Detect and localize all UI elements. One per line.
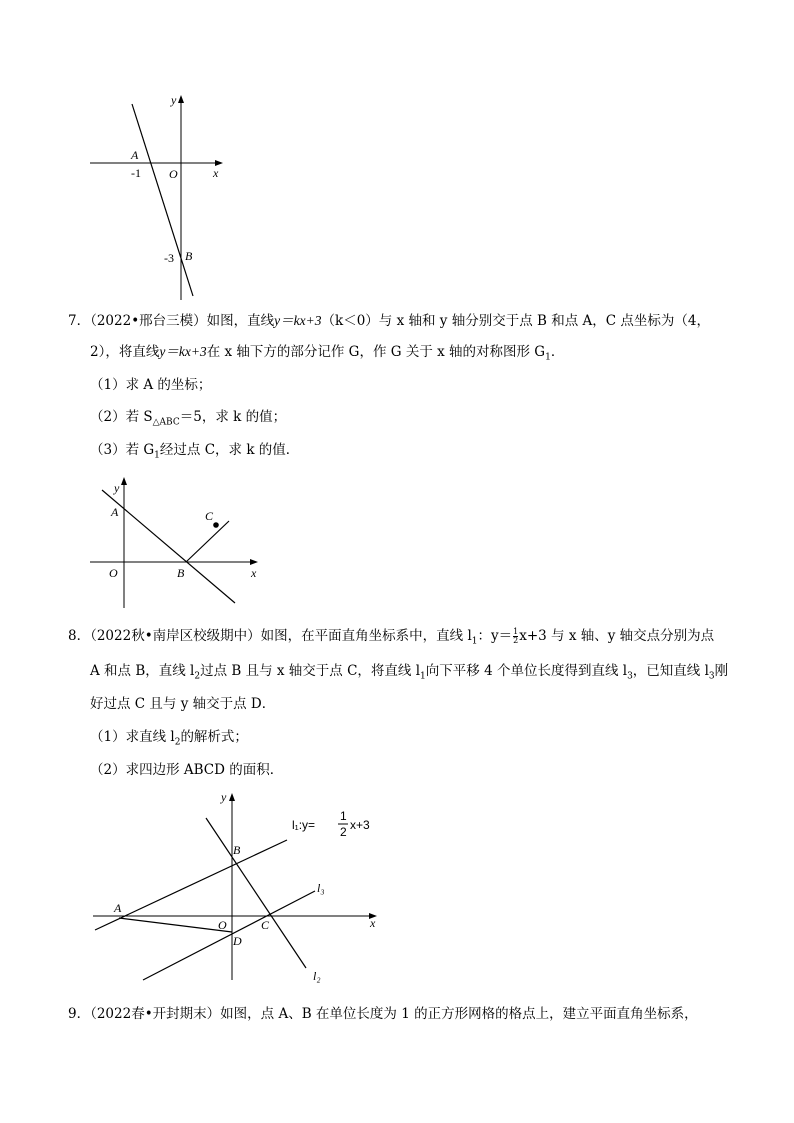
q8-subscript: 2 bbox=[174, 737, 181, 748]
q7-text: （2）若 S bbox=[90, 409, 153, 425]
fraction-numerator: 1 bbox=[513, 627, 519, 636]
q8-number: 8． bbox=[68, 628, 91, 644]
q7-sub-1: （1）求 A 的坐标； bbox=[90, 377, 212, 393]
q8-text: x+3 与 x 轴、y 轴交点分别为点 bbox=[519, 628, 715, 644]
q8-subscript: 3 bbox=[708, 671, 715, 682]
q9-source: （2022春•开封期末） bbox=[90, 1006, 221, 1022]
label-a: A bbox=[111, 505, 119, 519]
q7-text: 经过点 C，求 k 的值． bbox=[159, 442, 300, 458]
q8-text: 刚 bbox=[714, 663, 729, 679]
q8-subscript: 1 bbox=[420, 671, 426, 682]
q8-text: 向下平移 4 个单位长度得到直线 l bbox=[425, 663, 628, 679]
q8-text: 的解析式； bbox=[180, 729, 248, 745]
q9-number: 9． bbox=[68, 1006, 91, 1022]
label-b: B bbox=[233, 843, 241, 857]
q8-text: ，已知直线 l bbox=[632, 663, 709, 679]
q7-sub-2 bbox=[90, 407, 286, 433]
q7-number: 7． bbox=[68, 313, 91, 329]
q8-subscript: 1 bbox=[471, 636, 478, 647]
q7-equation: y＝kx+3 bbox=[274, 313, 322, 328]
q8-sub-1 bbox=[90, 727, 248, 753]
q7-condition: （k＜0） bbox=[321, 313, 379, 329]
label-b: B bbox=[177, 566, 185, 580]
q7-text: 在 x 轴下方的部分记作 G，作 G 关于 x 轴的对称图形 G bbox=[206, 344, 546, 360]
label-l1-equation bbox=[292, 818, 315, 832]
y-axis-arrow-icon bbox=[121, 477, 127, 485]
q8-text: A 和点 B，直线 l bbox=[90, 663, 195, 679]
label-o: O bbox=[109, 566, 118, 580]
q7-subscript: 1 bbox=[545, 352, 551, 363]
q7-text: （3）若 G bbox=[90, 442, 155, 458]
q8-line-3: 好过点 C 且与 y 轴交于点 D． bbox=[90, 696, 276, 712]
line-ab bbox=[132, 104, 193, 296]
label-l1-tail: x+3 bbox=[350, 818, 370, 832]
figure-q6 bbox=[85, 90, 235, 305]
x-axis-arrow-icon bbox=[250, 559, 258, 565]
q8-source: （2022秋•南岸区校级期中） bbox=[90, 628, 261, 644]
q8-text: （1）求直线 l bbox=[90, 729, 175, 745]
q7-equation: y＝kx+3 bbox=[159, 344, 207, 359]
q7-line-1 bbox=[68, 311, 710, 331]
q7-text: ＝5，求 k 的值； bbox=[179, 409, 287, 425]
label-l2: l₂ bbox=[313, 969, 321, 983]
q7-sub-3 bbox=[90, 440, 299, 466]
line-l2 bbox=[206, 818, 306, 968]
q7-text: 2），将直线 bbox=[90, 344, 160, 360]
q7-subscript: 1 bbox=[154, 450, 160, 461]
label-o: O bbox=[218, 918, 227, 932]
q8-subscript: 3 bbox=[627, 671, 633, 682]
q8-subscript: 2 bbox=[194, 671, 201, 682]
q7-text: ． bbox=[550, 344, 565, 360]
line-ab bbox=[102, 490, 235, 603]
fraction-denominator: 2 bbox=[513, 636, 519, 645]
y-axis-arrow-icon bbox=[178, 95, 184, 103]
q8-text: ：y＝ bbox=[477, 628, 513, 644]
label-o: O bbox=[169, 167, 178, 181]
q7-source: （2022•邢台三模） bbox=[90, 313, 207, 329]
y-axis-arrow-icon bbox=[229, 793, 235, 801]
q7-text: 与 x 轴和 y 轴分别交于点 B 和点 A，C 点坐标为（4， bbox=[378, 313, 710, 329]
q8-line-1 bbox=[68, 626, 714, 652]
q7-text: 如图，直线 bbox=[206, 313, 275, 329]
label-c: C bbox=[261, 918, 270, 932]
figure-q8 bbox=[90, 788, 390, 988]
segment-ad bbox=[119, 918, 232, 932]
label-d: D bbox=[233, 934, 242, 948]
q8-sub-2: （2）求四边形 ABCD 的面积． bbox=[90, 762, 284, 778]
label-l1-frac-num: 1 bbox=[340, 809, 347, 823]
label-y: y bbox=[171, 93, 177, 107]
label-b: B bbox=[185, 249, 193, 263]
label-x: x bbox=[213, 166, 219, 180]
label-x: x bbox=[370, 916, 376, 930]
q8-fraction bbox=[513, 628, 518, 645]
label-minus1: -1 bbox=[131, 166, 141, 180]
label-l1-frac-den: 2 bbox=[340, 825, 347, 839]
q7-line-2 bbox=[90, 342, 564, 368]
q9-line-1 bbox=[68, 1004, 698, 1024]
label-a: A bbox=[114, 901, 122, 915]
label-y: y bbox=[114, 481, 120, 495]
l1-label: l₁:y= bbox=[292, 818, 316, 832]
q8-text: 过点 B 且与 x 轴交于点 C，将直线 l bbox=[200, 663, 421, 679]
figure-q7 bbox=[85, 465, 270, 615]
q9-text: 如图，点 A、B 在单位长度为 1 的正方形网格的格点上，建立平面直角坐标系， bbox=[220, 1006, 698, 1022]
q8-text: 如图，在平面直角坐标系中，直线 l bbox=[260, 628, 472, 644]
label-x: x bbox=[251, 566, 257, 580]
label-l3: l₃ bbox=[317, 881, 325, 895]
label-a: A bbox=[131, 148, 139, 162]
label-y: y bbox=[221, 790, 227, 804]
point-c bbox=[213, 522, 219, 528]
q7-subscript: △ABC bbox=[152, 417, 180, 428]
label-minus3: -3 bbox=[164, 251, 174, 265]
label-c: C bbox=[205, 509, 214, 523]
q8-line-2 bbox=[90, 661, 728, 687]
line-l3 bbox=[143, 891, 315, 980]
reflected-line-g1 bbox=[186, 521, 229, 562]
